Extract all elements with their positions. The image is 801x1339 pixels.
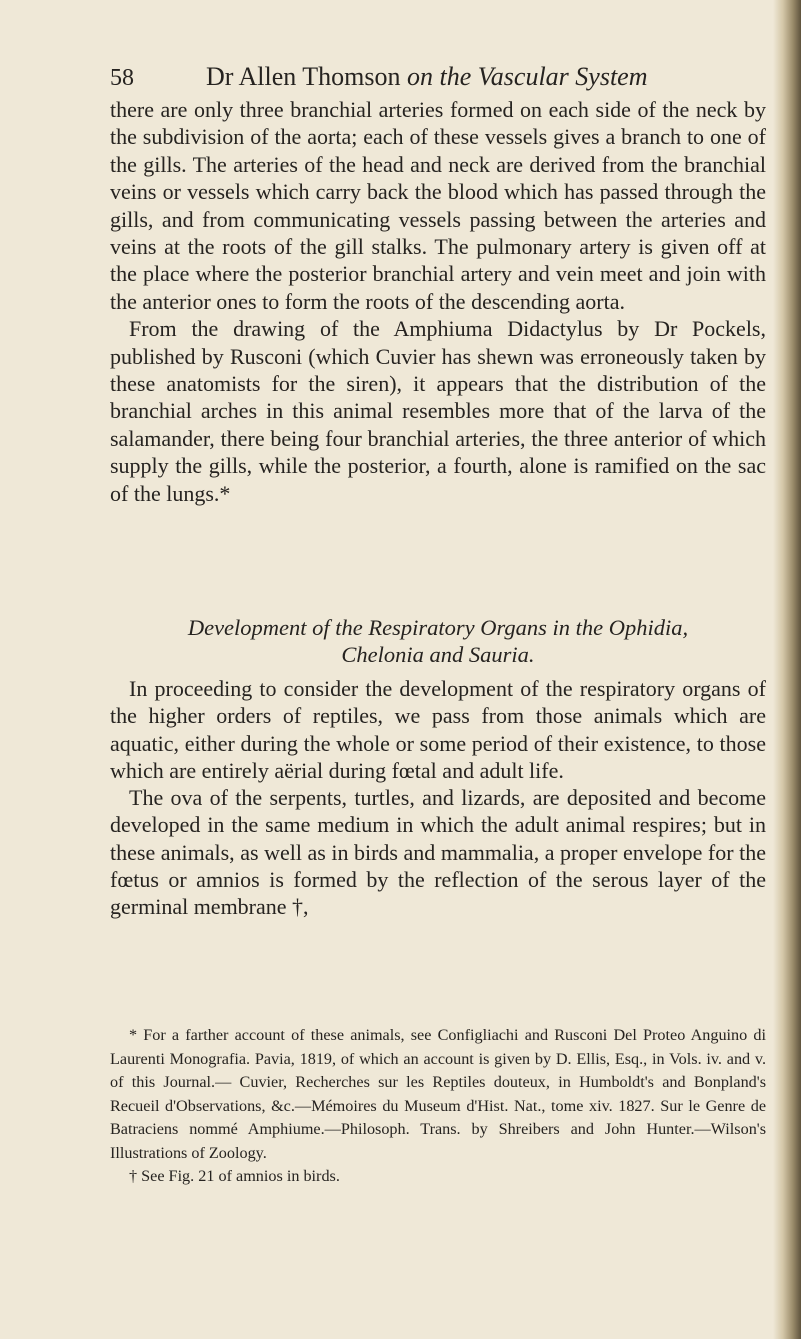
running-head-title-italic: on the Vascular System (407, 62, 648, 91)
body-text-section (110, 675, 766, 921)
paragraph: From the drawing of the Amphiuma Didactylus by Dr Pockels, published by Rusconi (which Cuvier has shewn was erroneously taken by these anatomists for the siren), it appears that the distribution of the branchial arches in this animal resembles more that of the larva of the salamander, there being four branchial arteries, the three anterior of which supply the gills, while the posterior, a fourth, alone is ramified on the sac of the lungs.* (110, 316, 766, 506)
footnotes (110, 1024, 766, 1189)
section-heading-line: Chelonia and Sauria. (341, 642, 535, 667)
paragraph: The ova of the serpents, turtles, and lizards, are deposited and become developed in the same medium in which the adult animal respires; but in these animals, as well as in birds and mammalia, a proper envelope for the fœtus or amnios is formed by the reflection of the serous layer of the germinal membrane †, (110, 785, 766, 920)
page-number: 58 (110, 65, 134, 91)
paragraph: there are only three branchial arteries formed on each side of the neck by the subdivision of the aorta; each of these vessels gives a branch to one of the gills. The arteries of the head and neck are derived from the branchial veins or vessels which carry back the blood which has passed through the gills, and from communicating vessels passing between the arteries and veins at the roots of the gill stalks. The pulmonary artery is given off at the place where the posterior branchial artery and vein meet and join with the anterior ones to form the roots of the descending aorta. (110, 97, 766, 314)
book-spine-shadow (773, 0, 801, 1339)
footnote: † See Fig. 21 of amnios in birds. (129, 1167, 340, 1185)
footnote: * For a farther account of these animals, see Configliachi and Rusconi Del Proteo Anguino di Laurenti Monografia. Pavia, 1819, of which an account is given by D. Ellis, Esq., in Vols. iv. and v. of this Journal.— Cuvier, Recherches sur les Reptiles douteux, in Humboldt's and Bonpland's Recueil d'Observations, &c.—Mémoires du Museum d'Hist. Nat., tome xiv. 1827. Sur le Genre de Batraciens nommé Amphiume.—Philosoph. Trans. by Shreibers and John Hunter.—Wilson's Illustrations of Zoology. (110, 1026, 766, 1162)
section-heading-line: Development of the Respiratory Organs in the Ophidia, (187, 615, 689, 640)
section-heading (110, 614, 766, 668)
paragraph: In proceeding to consider the development of the respiratory organs of the higher orders of reptiles, we pass from those animals which are aquatic, either during the whole or some period of their existence, to those which are entirely aërial during fœtal and adult life. (110, 676, 766, 783)
running-head (110, 62, 770, 93)
body-text (110, 96, 766, 507)
running-head-title: Dr Allen Thomson (206, 62, 408, 91)
